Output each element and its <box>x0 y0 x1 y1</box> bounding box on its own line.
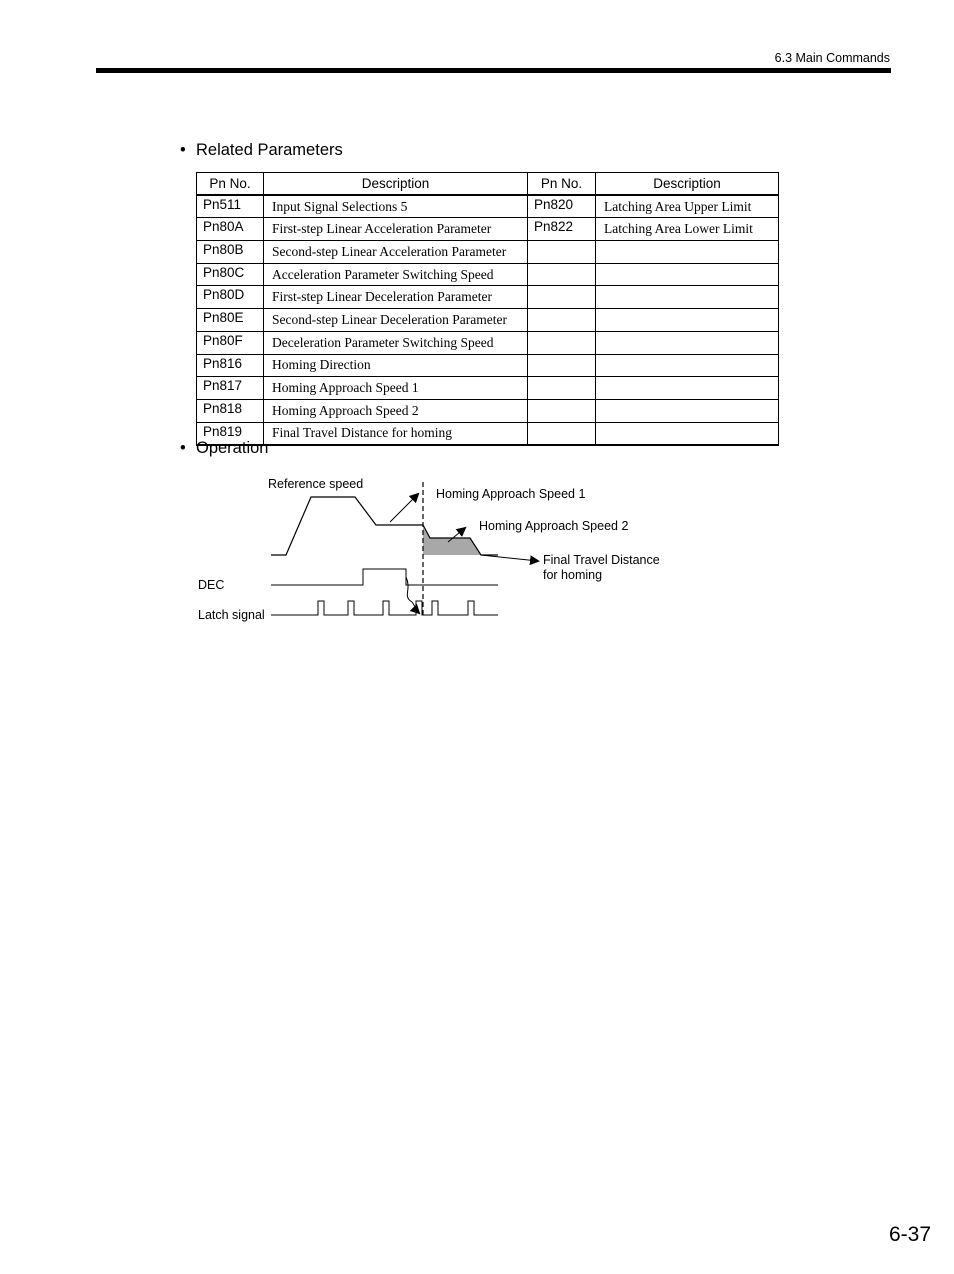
column-header-pn-no-2: Pn No. <box>528 173 596 195</box>
parameter-description-cell: Final Travel Distance for homing <box>264 422 528 445</box>
table-row <box>197 309 779 332</box>
table-row <box>197 377 779 400</box>
bullet-icon: • <box>180 141 186 159</box>
parameter-number-cell: Pn816 <box>197 354 264 377</box>
table-row <box>197 218 779 241</box>
parameter-description-cell: Deceleration Parameter Switching Speed <box>264 331 528 354</box>
parameter-description-cell: First-step Linear Acceleration Parameter <box>264 218 528 241</box>
column-header-description-2: Description <box>596 173 779 195</box>
parameter-number-cell <box>528 263 596 286</box>
final-travel-arrow-icon <box>481 555 538 561</box>
homing-speed-2-label: Homing Approach Speed 2 <box>479 519 629 533</box>
table-row <box>197 241 779 264</box>
parameter-description-cell: Homing Approach Speed 2 <box>264 399 528 422</box>
table-row <box>197 263 779 286</box>
table-row <box>197 195 779 218</box>
table-header-row <box>197 173 779 195</box>
parameter-number-cell: Pn80E <box>197 309 264 332</box>
section-header: 6.3 Main Commands <box>774 51 890 65</box>
final-travel-label-line2: for homing <box>543 568 603 582</box>
parameter-description-cell: Second-step Linear Acceleration Parameter <box>264 241 528 264</box>
parameter-number-cell <box>528 331 596 354</box>
parameter-number-cell <box>528 377 596 400</box>
latch-signal-line <box>271 601 498 615</box>
parameter-description-cell <box>596 422 779 445</box>
parameter-number-cell <box>528 309 596 332</box>
reference-speed-label: Reference speed <box>268 477 364 491</box>
related-parameters-title: Related Parameters <box>196 141 343 159</box>
related-parameters-table <box>196 172 779 446</box>
parameter-description-cell <box>596 399 779 422</box>
parameter-description-cell <box>596 309 779 332</box>
parameter-number-cell <box>528 422 596 445</box>
parameter-number-cell <box>528 354 596 377</box>
parameter-number-cell: Pn80A <box>197 218 264 241</box>
homing-timing-diagram <box>190 472 680 632</box>
header-rule <box>96 68 891 73</box>
parameter-number-cell: Pn820 <box>528 195 596 218</box>
parameter-description-cell <box>596 354 779 377</box>
parameter-description-cell <box>596 331 779 354</box>
final-travel-label-line1: Final Travel Distance <box>543 553 660 567</box>
page-number: 6-37 <box>888 1223 931 1246</box>
parameter-description-cell <box>596 286 779 309</box>
table-row <box>197 331 779 354</box>
parameter-description-cell: Acceleration Parameter Switching Speed <box>264 263 528 286</box>
bullet-icon: • <box>180 439 186 457</box>
parameter-number-cell: Pn819 <box>197 422 264 445</box>
operation-title: Operation <box>196 439 269 457</box>
related-parameters-heading <box>180 141 343 160</box>
parameter-description-cell: Second-step Linear Deceleration Parameter <box>264 309 528 332</box>
parameter-description-cell: Input Signal Selections 5 <box>264 195 528 218</box>
dec-signal-line <box>271 569 498 585</box>
parameter-number-cell: Pn818 <box>197 399 264 422</box>
table-row <box>197 399 779 422</box>
homing-speed-1-label: Homing Approach Speed 1 <box>436 487 586 501</box>
table-body <box>197 195 779 446</box>
parameter-description-cell <box>596 263 779 286</box>
table-row <box>197 354 779 377</box>
parameter-number-cell <box>528 286 596 309</box>
parameter-description-cell <box>596 377 779 400</box>
operation-heading <box>180 439 268 458</box>
dec-label: DEC <box>198 578 225 592</box>
parameter-number-cell: Pn80B <box>197 241 264 264</box>
latch-signal-label: Latch signal <box>198 608 265 622</box>
table-row <box>197 422 779 445</box>
parameter-description-cell: Latching Area Lower Limit <box>596 218 779 241</box>
column-header-pn-no: Pn No. <box>197 173 264 195</box>
parameter-description-cell <box>596 241 779 264</box>
parameter-description-cell: Homing Approach Speed 1 <box>264 377 528 400</box>
parameter-number-cell: Pn511 <box>197 195 264 218</box>
parameter-number-cell <box>528 241 596 264</box>
homing-speed-1-arrow-icon <box>390 494 418 522</box>
parameter-number-cell: Pn817 <box>197 377 264 400</box>
parameter-number-cell: Pn80F <box>197 331 264 354</box>
dec-to-latch-indicator <box>406 577 419 613</box>
column-header-description: Description <box>264 173 528 195</box>
parameter-number-cell: Pn822 <box>528 218 596 241</box>
parameter-number-cell <box>528 399 596 422</box>
parameter-number-cell: Pn80D <box>197 286 264 309</box>
parameter-description-cell: Homing Direction <box>264 354 528 377</box>
parameter-description-cell: Latching Area Upper Limit <box>596 195 779 218</box>
parameter-description-cell: First-step Linear Deceleration Parameter <box>264 286 528 309</box>
table-row <box>197 286 779 309</box>
parameter-number-cell: Pn80C <box>197 263 264 286</box>
